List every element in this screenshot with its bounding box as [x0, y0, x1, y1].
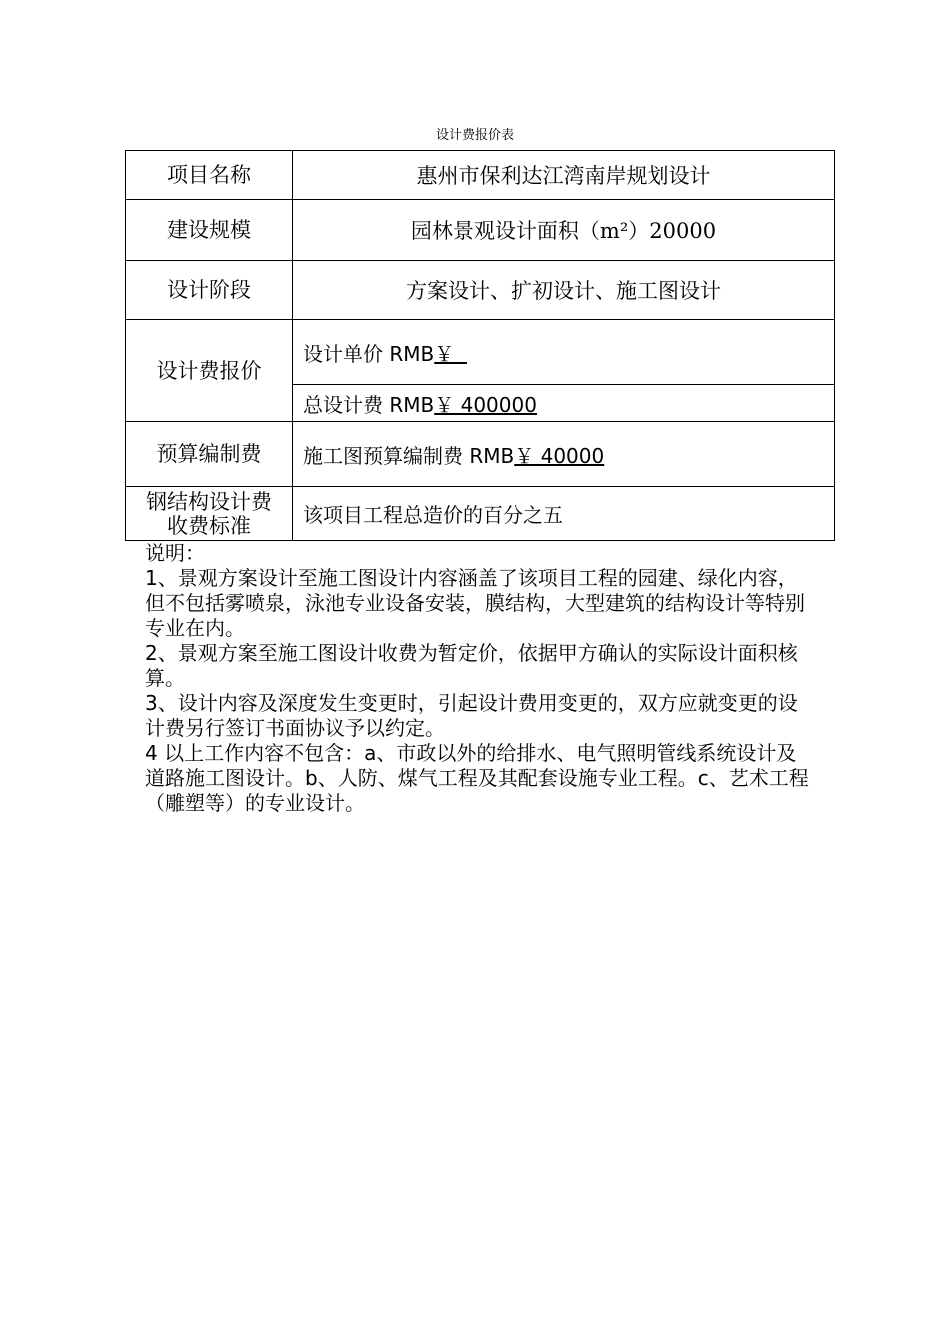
table-row-stage — [126, 261, 835, 320]
project-name-value: 惠州市保利达江湾南岸规划设计 — [293, 151, 835, 200]
notes-item-3: 3、设计内容及深度发生变更时，引起设计费用变更的，双方应就变更的设计费另行签订书面协议予以约定。 — [145, 691, 798, 740]
unit-price-cell — [293, 320, 835, 385]
budget-prefix: 施工图预算编制费 RMB — [303, 443, 515, 468]
total-fee-cell — [293, 385, 835, 422]
table-row-project-name — [126, 151, 835, 200]
notes-item-1: 1、景观方案设计至施工图设计内容涵盖了该项目工程的园建、绿化内容，但不包括雾喷泉，泳池专业设备安装，膜结构，大型建筑的结构设计等特别专业在内。 — [145, 566, 805, 640]
notes-item-4: 4 以上工作内容不包含：a、市政以外的给排水、电气照明管线系统设计及道路施工图设计。b、人防、煤气工程及其配套设施专业工程。c、艺术工程（雕塑等）的专业设计。 — [145, 741, 809, 815]
table-row-steel — [126, 487, 835, 541]
total-fee-amount: ￥ 400000 — [434, 392, 537, 417]
steel-label-line1: 钢结构设计费 — [146, 489, 272, 514]
budget-label: 预算编制费 — [126, 422, 293, 487]
notes-section — [145, 541, 815, 816]
budget-cell — [293, 422, 835, 487]
stage-label: 设计阶段 — [126, 261, 293, 320]
scale-label: 建设规模 — [126, 200, 293, 261]
unit-price-prefix: 设计单价 RMB — [303, 341, 435, 366]
unit-price-amount: ￥ — [434, 341, 467, 366]
scale-value: 园林景观设计面积（m²）20000 — [293, 200, 835, 261]
stage-value: 方案设计、扩初设计、施工图设计 — [293, 261, 835, 320]
project-name-label: 项目名称 — [126, 151, 293, 200]
notes-heading: 说明： — [145, 541, 205, 565]
budget-amount: ￥ 40000 — [514, 443, 605, 468]
fee-label: 设计费报价 — [126, 320, 293, 422]
quote-table — [125, 150, 835, 541]
total-fee-prefix: 总设计费 RMB — [303, 392, 435, 417]
table-row-unit-price — [126, 320, 835, 385]
steel-label-line2: 收费标准 — [167, 513, 251, 538]
notes-item-2: 2、景观方案至施工图设计收费为暂定价，依据甲方确认的实际设计面积核算。 — [145, 641, 798, 690]
table-row-scale — [126, 200, 835, 261]
steel-value: 该项目工程总造价的百分之五 — [293, 487, 835, 541]
steel-label — [126, 487, 293, 541]
table-row-budget — [126, 422, 835, 487]
document-title: 设计费报价表 — [435, 128, 514, 143]
